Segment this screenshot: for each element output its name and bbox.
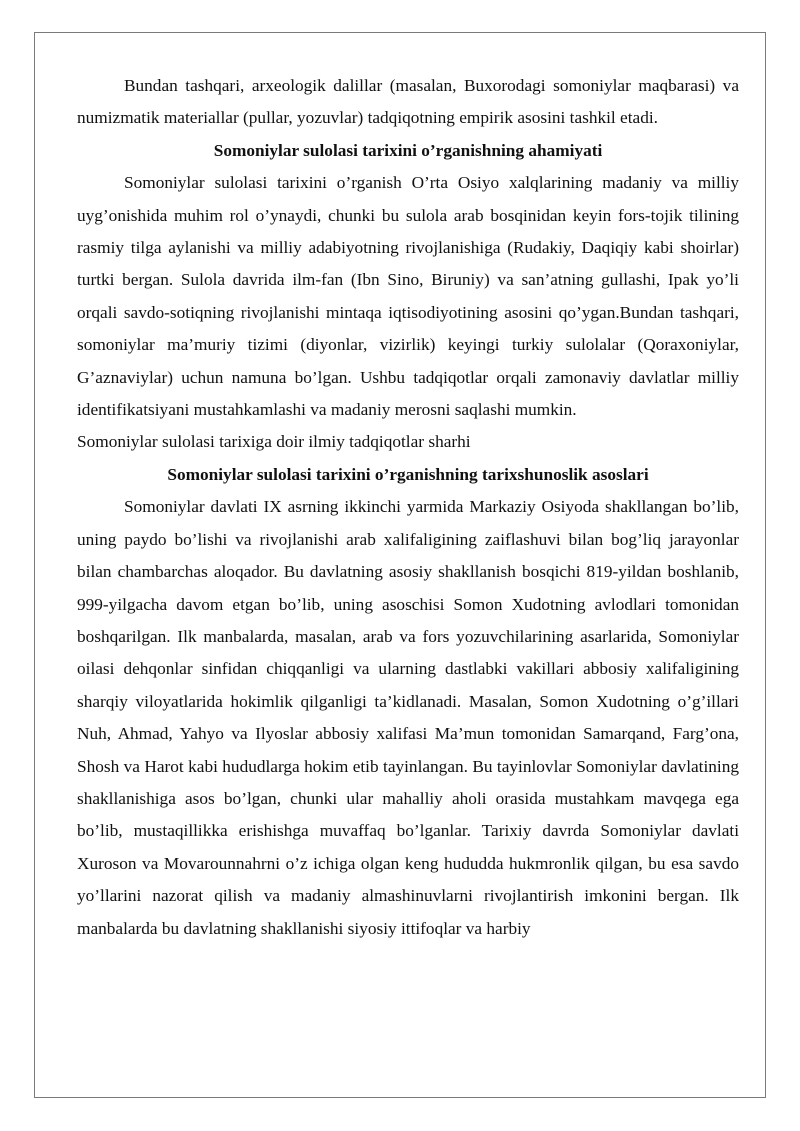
section-heading-historiography: Somoniylar sulolasi tarixini o’rganishning tarixshunoslik asoslari (167, 464, 649, 484)
section-heading-importance: Somoniylar sulolasi tarixini o’rganishning ahamiyati (213, 140, 603, 160)
document-body (77, 70, 739, 945)
review-line: Somoniylar sulolasi tarixiga doir ilmiy tadqiqotlar sharhi (77, 432, 471, 452)
paragraph-archaeological-evidence: Bundan tashqari, arxeologik dalillar (masalan, Buxorodagi somoniylar maqbarasi) va numizmatik materiallar (pullar, yozuvlar) tadqiqotning empirik asosini tashkil etadi. (77, 76, 739, 128)
paragraph-historiography: Somoniylar davlati IX asrning ikkinchi yarmida Markaziy Osiyoda shakllangan bo’lib, uning paydo bo’lishi va rivojlanishi arab xalifaligining zaiflashuvi bilan bog’liq jarayonlar bilan chambarchas aloqador. Bu davlatning asosiy shakllanish bosqichi 819-yildan boshlanib, 999-yilgacha davom etgan bo’lib, uning asoschisi Somon Xudotning avlodlari tomonidan boshqarilgan. Ilk manbalarda, masalan, arab va fors yozuvchilarining asarlarida, Somoniylar oilasi dehqonlar sinfidan chiqqanligi va ularning dastlabki vakillari abbosiy xalifaligining sharqiy viloyatlarida hokimlik qilganligi ta’kidlanadi. Masalan, Somon Xudotning o’g’illari Nuh, Ahmad, Yahyo va Ilyoslar abbosiy xalifasi Ma’mun tomonidan Samarqand, Farg’ona, Shosh va Harot kabi hududlarga hokim etib tayinlangan. Bu tayinlovlar Somoniylar davlatining shakllanishiga asos bo’lgan, chunki ular mahalliy aholi orasida mustahkam mavqega ega bo’lib, mustaqillikka erishishga muvaffaq bo’lganlar. Tarixiy davrda Somoniylar davlati Xuroson va Movarounnahrni o’z ichiga olgan keng hududda hukmronlik qilgan, bu esa savdo yo’llarini nazorat qilish va madaniy almashinuvlarni rivojlantirish imkonini bergan. Ilk manbalarda bu davlatning shakllanishi siyosiy ittifoqlar va harbiy (77, 497, 739, 938)
paragraph-importance: Somoniylar sulolasi tarixini o’rganish O’rta Osiyo xalqlarining madaniy va milliy uyg’onishida muhim rol o’ynaydi, chunki bu sulola arab bosqinidan keyin fors-tojik tilining rasmiy tilga aylanishi va milliy adabiyotning rivojlanishiga (Rudakiy, Daqiqiy kabi shoirlar) turtki bergan. Sulola davrida ilm-fan (Ibn Sino, Biruniy) va san’atning gullashi, Ipak yo’li orqali savdo-sotiqning rivojlanishi mintaqa iqtisodiyotining asosini qo’ygan.Bundan tashqari, somoniylar ma’muriy tizimi (diyonlar, vizirlik) keyingi turkiy sulolalar (Qoraxoniylar, G’aznaviylar) uchun namuna bo’lgan. Ushbu tadqiqotlar orqali zamonaviy davlatlar milliy identifikatsiyani mustahkamlashi va madaniy merosni saqlashi mumkin. (77, 173, 739, 420)
